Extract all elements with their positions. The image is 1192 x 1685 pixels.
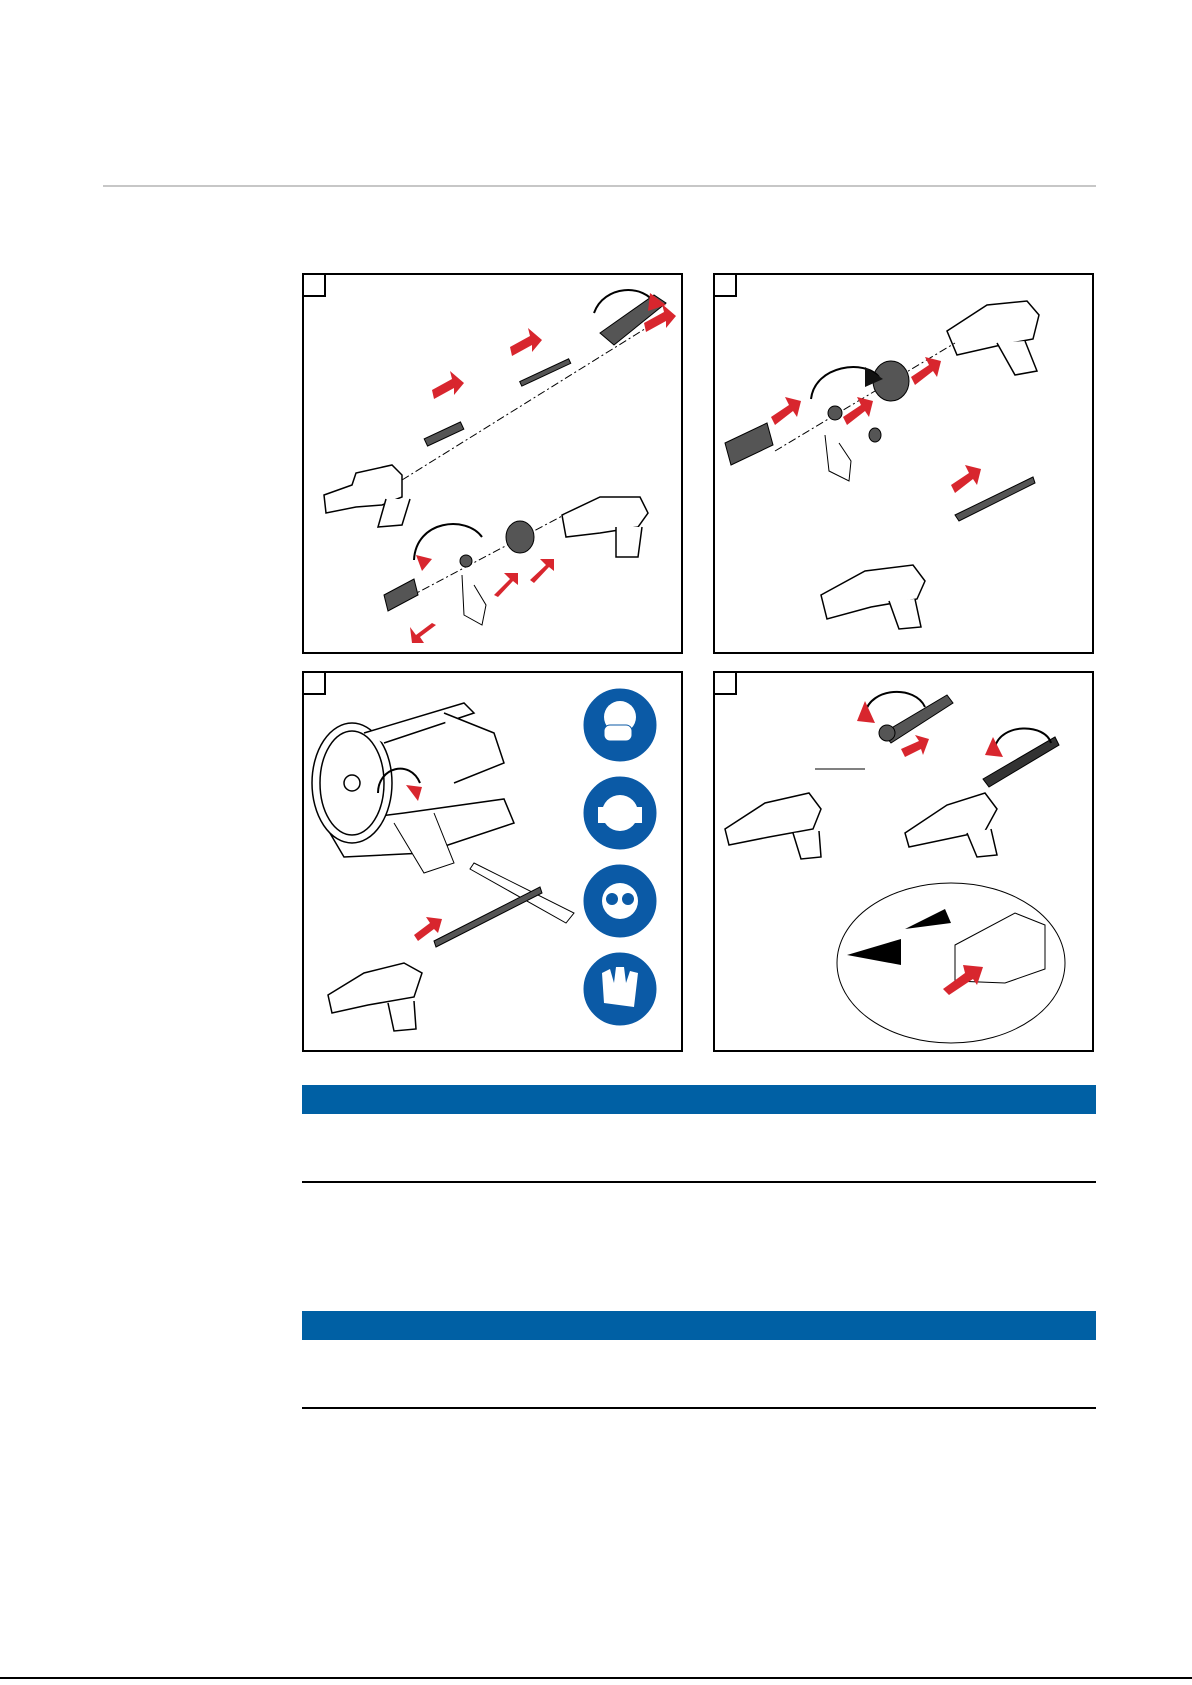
rotate-arrow-icon bbox=[865, 692, 925, 713]
step-number-box bbox=[715, 673, 737, 695]
note-text-2 bbox=[302, 1344, 1096, 1384]
gas-diffuser-part bbox=[879, 725, 895, 741]
disassembly-illustration bbox=[304, 275, 683, 654]
note-text-1 bbox=[302, 1118, 1096, 1158]
torch-body-upper bbox=[324, 465, 410, 527]
nozzle-part bbox=[384, 579, 418, 611]
rotate-arrow-icon bbox=[414, 524, 482, 560]
arrow-icon bbox=[432, 371, 464, 399]
figure-panel-3 bbox=[302, 671, 683, 1052]
safety-goggles-icon bbox=[582, 863, 658, 939]
arrow-icon bbox=[494, 573, 518, 597]
header-rule bbox=[103, 185, 1096, 187]
torch-body-left bbox=[725, 793, 821, 859]
figure-panel-1 bbox=[302, 273, 683, 654]
hand-wrench-icon bbox=[462, 575, 486, 625]
gas-diffuser-part bbox=[460, 555, 472, 567]
electrode-part bbox=[470, 863, 574, 923]
gas-diffuser-part bbox=[828, 406, 842, 420]
arrow-icon bbox=[951, 465, 981, 493]
hand-wrench-icon bbox=[825, 435, 851, 481]
torch-body-lower bbox=[821, 565, 925, 629]
protective-gloves-icon bbox=[582, 951, 658, 1027]
figure-panel-4 bbox=[713, 671, 1094, 1052]
nozzle-part bbox=[725, 423, 773, 465]
torch-body-lower bbox=[562, 497, 648, 557]
arrow-icon bbox=[771, 397, 801, 425]
footer-rule bbox=[0, 1677, 1192, 1679]
note-divider-1 bbox=[302, 1181, 1096, 1183]
note-header-bar-1 bbox=[302, 1085, 1096, 1114]
torch-body bbox=[328, 963, 422, 1031]
arrow-icon bbox=[510, 328, 542, 356]
arrow-icon bbox=[410, 623, 436, 643]
spare-part bbox=[869, 428, 881, 442]
note-divider-2 bbox=[302, 1407, 1096, 1409]
note-header-bar-2 bbox=[302, 1311, 1096, 1340]
gap-check-illustration bbox=[715, 673, 1094, 1052]
nozzle-nut-part bbox=[506, 521, 534, 553]
collet-part bbox=[424, 422, 464, 446]
assembly-illustration bbox=[715, 275, 1094, 654]
step-number-box bbox=[304, 673, 326, 695]
step-number-box bbox=[715, 275, 737, 297]
arrow-icon bbox=[530, 559, 554, 583]
figure-panel-2 bbox=[713, 273, 1094, 654]
torch-body-right bbox=[905, 793, 997, 857]
ear-protection-icon bbox=[582, 775, 658, 851]
torch-body-upper bbox=[947, 301, 1039, 375]
electrode-part bbox=[520, 359, 571, 386]
arrow-icon bbox=[414, 917, 442, 941]
electrode-part bbox=[434, 887, 542, 947]
arrow-icon bbox=[911, 357, 941, 385]
step-number-box bbox=[304, 275, 326, 297]
grinding-illustration bbox=[304, 673, 683, 1052]
dust-mask-icon bbox=[582, 687, 658, 763]
arrow-icon bbox=[901, 735, 929, 757]
